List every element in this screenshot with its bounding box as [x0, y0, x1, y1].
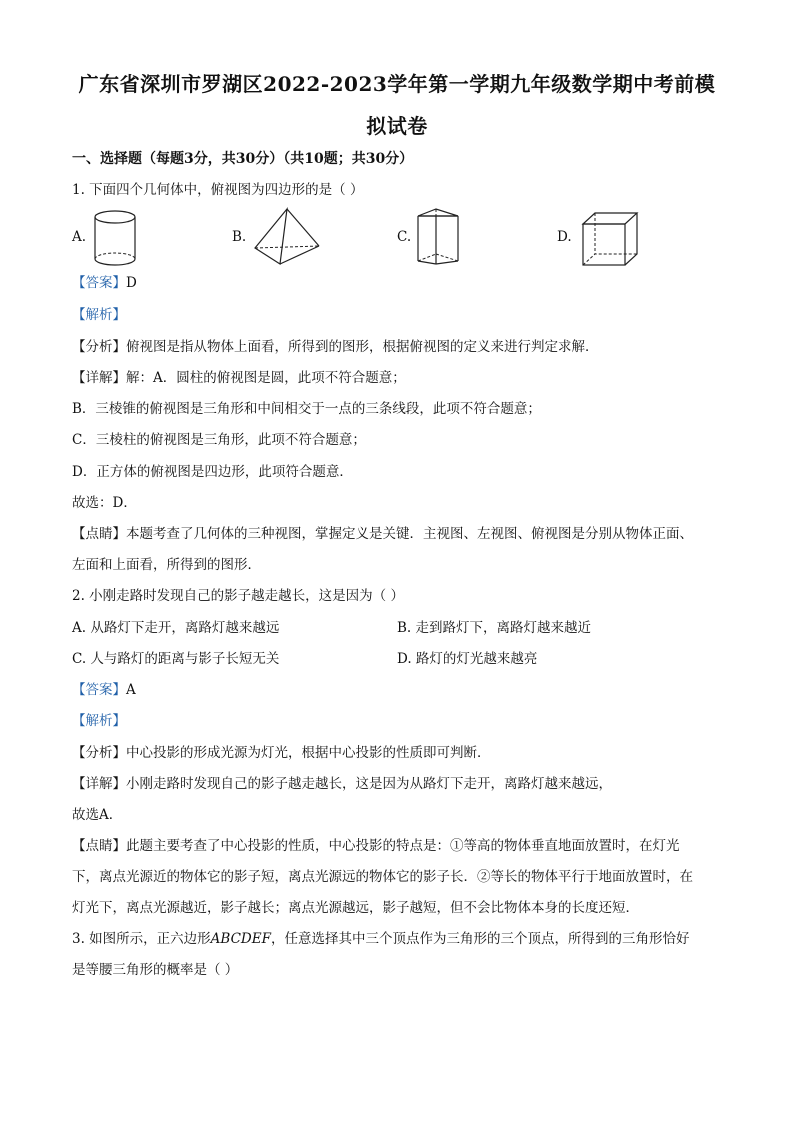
fenxi-text: 俯视图是指从物体上面看，所得到的图形，根据俯视图的定义来进行判定求解．	[126, 339, 599, 355]
dianjing-tag: 【点睛】	[72, 526, 126, 542]
question-3-stem	[72, 929, 689, 949]
section-heading: 一、选择题（每题3分，共30分）（共10题；共30分）	[72, 151, 414, 167]
fenxi-text: 中心投影的形成光源为灯光，根据中心投影的性质即可判断．	[126, 745, 491, 761]
q1-option-a-label: A.	[72, 229, 87, 245]
answer-value: A	[126, 682, 136, 698]
pyramid-icon	[252, 206, 322, 268]
answer-tag: 【答案】	[72, 275, 126, 291]
q1-fenxi	[72, 337, 599, 357]
xiangjie-tag: 【详解】	[72, 776, 126, 792]
dianjing-text: 本题考查了几何体的三种视图，掌握定义是关键．主视图、左视图、俯视图是分别从物体正面、	[126, 526, 693, 542]
q2-option-c: C. 人与路灯的距离与影子长短无关	[72, 651, 280, 667]
q1-choose: 故选：D．	[72, 495, 137, 511]
q3-hexagon-name: ABCDEF	[210, 931, 271, 947]
triangular-prism-icon	[414, 206, 464, 268]
q3-stem-post: ，任意选择其中三个顶点作为三角形的三个顶点，所得到的三角形恰好	[270, 931, 690, 947]
question-3-stem-2: 是等腰三角形的概率是（ ）	[72, 962, 239, 978]
cylinder-icon	[91, 209, 139, 269]
xiangjie-tag: 【详解】	[72, 370, 126, 386]
q2-answer	[72, 680, 136, 700]
q2-dianjing-3: 灯光下，离点光源越近，影子越长；离点光源越远，影子越短，但不会比物体本身的长度还短．	[72, 900, 639, 916]
xiangjie-text: 解：A．圆柱的俯视图是圆，此项不符合题意；	[126, 370, 406, 386]
q2-dianjing	[72, 836, 680, 856]
q1-line-c: C．三棱柱的俯视图是三角形，此项不符合题意；	[72, 432, 366, 448]
page-title-line1: 广东省深圳市罗湖区2022-2023学年第一学期九年级数学期中考前模	[78, 72, 716, 96]
q2-choose: 故选A．	[72, 807, 123, 823]
q1-option-b-label: B.	[232, 229, 247, 245]
q2-option-d: D. 路灯的灯光越来越亮	[397, 651, 538, 667]
q1-line-b: B．三棱锥的俯视图是三角形和中间相交于一点的三条线段，此项不符合题意；	[72, 401, 541, 417]
q1-option-d-label: D.	[557, 229, 572, 245]
page-title-line2: 拟试卷	[366, 114, 428, 138]
q1-line-d: D．正方体的俯视图是四边形，此项符合题意．	[72, 464, 353, 480]
q2-dianjing-2: 下，离点光源近的物体它的影子短，离点光源远的物体它的影子长．②等长的物体平行于地面放置时，在	[72, 869, 693, 885]
q2-analysis-tag: 【解析】	[72, 713, 126, 729]
question-1-stem: 1. 下面四个几何体中，俯视图为四边形的是（ ）	[72, 182, 364, 198]
cube-icon	[580, 210, 640, 268]
q1-xiangjie	[72, 368, 406, 388]
q1-option-c-label: C.	[397, 229, 412, 245]
q1-dianjing	[72, 524, 693, 544]
q3-stem-pre: 3. 如图所示，正六边形	[72, 931, 211, 947]
dianjing-tag: 【点睛】	[72, 838, 126, 854]
answer-tag: 【答案】	[72, 682, 126, 698]
q2-xiangjie	[72, 774, 612, 794]
xiangjie-text: 小刚走路时发现自己的影子越走越长，这是因为从路灯下走开，离路灯越来越远，	[126, 776, 612, 792]
q2-option-a: A. 从路灯下走开，离路灯越来越远	[72, 620, 280, 636]
dianjing-text: 此题主要考查了中心投影的性质，中心投影的特点是：①等高的物体垂直地面放置时，在灯光	[126, 838, 680, 854]
fenxi-tag: 【分析】	[72, 339, 126, 355]
q2-option-b: B. 走到路灯下，离路灯越来越近	[397, 620, 592, 636]
q1-dianjing-2: 左面和上面看，所得到的图形．	[72, 557, 261, 573]
q1-answer	[72, 273, 137, 293]
answer-value: D	[126, 275, 137, 291]
q1-analysis-tag: 【解析】	[72, 307, 126, 323]
question-2-stem: 2. 小刚走路时发现自己的影子越走越长，这是因为（ ）	[72, 588, 404, 604]
q2-fenxi	[72, 743, 491, 763]
fenxi-tag: 【分析】	[72, 745, 126, 761]
